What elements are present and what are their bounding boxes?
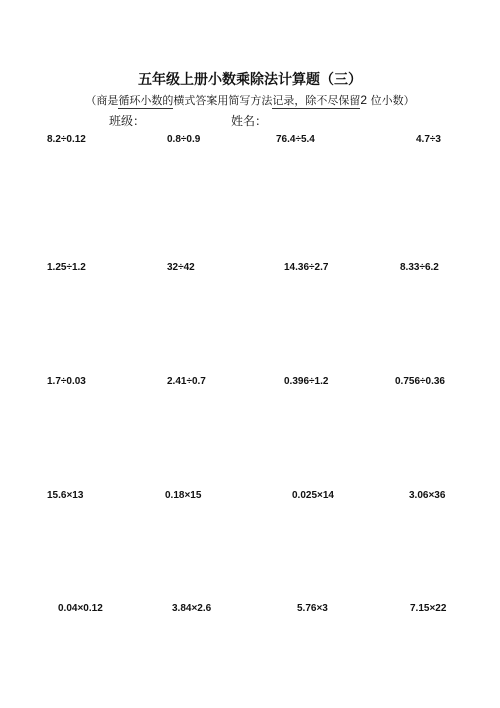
instructions-open-paren: （ (85, 94, 97, 107)
problem: 0.8÷0.9 (167, 134, 201, 145)
problem: 0.756÷0.36 (395, 376, 445, 387)
problem: 0.18×15 (165, 490, 202, 501)
instructions-part-5: 位小数 (367, 94, 404, 107)
problem: 0.025×14 (292, 490, 334, 501)
name-field-label: 姓名： (231, 114, 268, 128)
problem: 0.396÷1.2 (284, 376, 329, 387)
problem: 1.25÷1.2 (47, 262, 86, 273)
instructions-part-2: 循环小数的 (118, 94, 174, 107)
problem: 2.41÷0.7 (167, 376, 206, 387)
problem: 76.4÷5.4 (276, 134, 315, 145)
instructions-part-4: 记录，除不尽保留 (272, 94, 361, 107)
problem: 4.7÷3 (416, 134, 441, 145)
problem: 3.06×36 (409, 490, 446, 501)
problem: 32÷42 (167, 262, 195, 273)
problem: 8.33÷6.2 (400, 262, 439, 273)
class-field-label: 班级： (109, 114, 146, 128)
instructions-decimal-places: 2 (360, 93, 368, 107)
instructions-part-3: 横式答案用简写方法 (173, 94, 273, 107)
worksheet-title: 五年级上册小数乘除法计算题（三） (138, 72, 362, 88)
problem: 14.36÷2.7 (284, 262, 329, 273)
instructions-close-paren: ） (403, 94, 415, 107)
instructions (0, 92, 500, 108)
problem: 5.76×3 (297, 603, 328, 614)
problem: 1.7÷0.03 (47, 376, 86, 387)
instructions-part-1: 商是 (96, 94, 119, 107)
problem: 7.15×22 (410, 603, 447, 614)
problem: 0.04×0.12 (58, 603, 103, 614)
problem: 3.84×2.6 (172, 603, 212, 614)
problem: 8.2÷0.12 (47, 134, 86, 145)
problem: 15.6×13 (47, 490, 84, 501)
